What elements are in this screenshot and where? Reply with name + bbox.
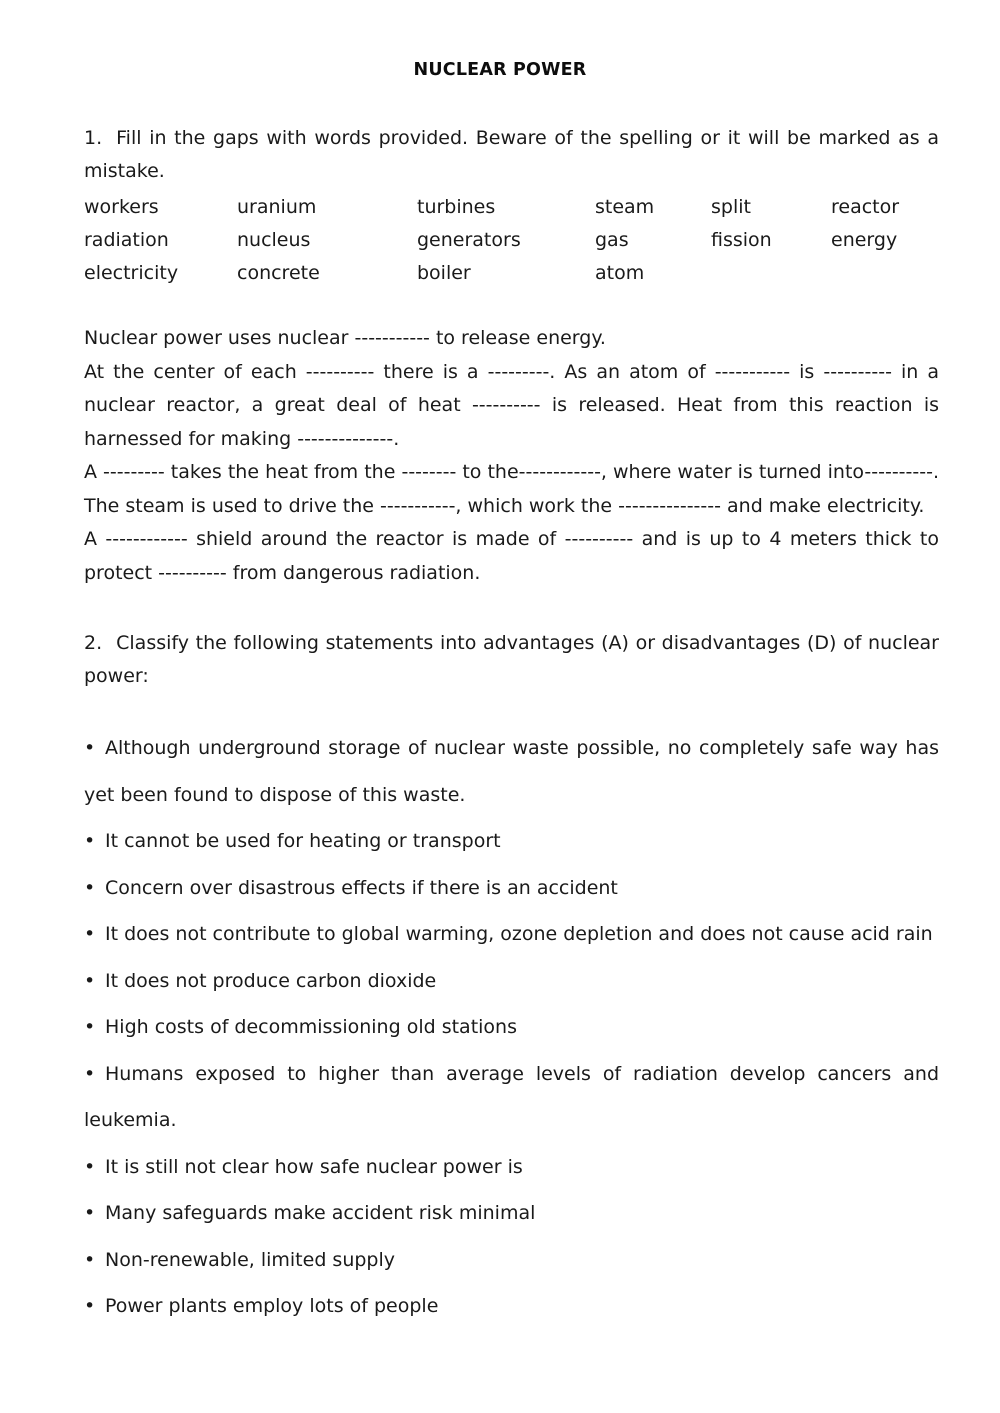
bullet-icon: • <box>84 830 96 852</box>
word-bank-row <box>84 224 939 257</box>
statement-text: It does not contribute to global warming, ozone depletion and does not cause acid rain <box>105 923 933 945</box>
word-bank-word: atom <box>595 262 645 284</box>
word-bank-word: reactor <box>831 196 900 218</box>
exercise-1-number: 1. <box>84 127 103 149</box>
word-bank-word: uranium <box>237 196 317 218</box>
word-bank-word <box>831 257 939 290</box>
word-bank-row <box>84 191 939 224</box>
word-bank-word <box>711 257 831 290</box>
word-bank-word: turbines <box>417 196 496 218</box>
list-item <box>84 1144 939 1191</box>
list-item <box>84 911 939 958</box>
document-body <box>84 122 939 1346</box>
list-item <box>84 1237 939 1284</box>
list-item <box>84 958 939 1005</box>
list-item <box>84 818 939 865</box>
word-bank-word: electricity <box>84 262 179 284</box>
word-bank-word: concrete <box>237 262 320 284</box>
exercise-2-number: 2. <box>84 632 103 654</box>
bullet-icon: • <box>84 923 96 945</box>
exercise-1-instruction-text: Fill in the gaps with words provided. Beware of the spelling or it will be marked as a mistake. <box>84 127 939 182</box>
bullet-icon: • <box>84 737 96 759</box>
bullet-icon: • <box>84 1062 96 1085</box>
gap-fill-line: A ------------ shield around the reactor is made of ---------- and is up to 4 meters thick to protect ---------- from dangerous radiation. <box>84 528 939 584</box>
statement-text: Although underground storage of nuclear waste possible, no completely safe way has yet been found to dispose of this waste. <box>84 737 939 806</box>
word-bank-word: fission <box>711 229 772 251</box>
gap-fill-passage <box>84 322 939 590</box>
bullet-icon: • <box>84 1248 96 1271</box>
word-bank-word: boiler <box>417 262 471 284</box>
bullet-icon: • <box>84 1016 96 1038</box>
list-item <box>84 725 939 818</box>
list-item <box>84 1004 939 1051</box>
word-bank-word: steam <box>595 196 655 218</box>
word-bank <box>84 191 939 290</box>
word-bank-word: nucleus <box>237 229 311 251</box>
bullet-icon: • <box>84 876 96 899</box>
list-item <box>84 1051 939 1144</box>
statement-text: It is still not clear how safe nuclear power is <box>105 1155 523 1178</box>
statement-text: Non-renewable, limited supply <box>105 1248 396 1271</box>
word-bank-word: generators <box>417 229 521 251</box>
word-bank-word: radiation <box>84 229 169 251</box>
bullet-icon: • <box>84 1202 96 1224</box>
statement-text: It does not produce carbon dioxide <box>105 969 437 992</box>
statement-text: It cannot be used for heating or transport <box>105 830 501 852</box>
list-item <box>84 865 939 912</box>
word-bank-row <box>84 257 939 290</box>
statement-text: Concern over disastrous effects if there is an accident <box>105 876 618 899</box>
gap-fill-line: Nuclear power uses nuclear ----------- to release energy. <box>84 327 606 349</box>
gap-fill-line: At the center of each ---------- there is a ---------. As an atom of ----------- is ---------- in a nuclear reactor, a great deal of heat ---------- is released. Heat from this reaction is harnessed for making --------------. <box>84 360 939 450</box>
statement-text: Many safeguards make accident risk minimal <box>105 1202 536 1224</box>
list-item <box>84 1283 939 1330</box>
gap-fill-line: A --------- takes the heat from the -------- to the------------, where water is turned into----------. The steam is used to drive the -----------, which work the --------------- and make electricity. <box>84 461 939 517</box>
statement-text: High costs of decommissioning old stations <box>105 1016 517 1038</box>
bullet-icon: • <box>84 1155 96 1178</box>
word-bank-word: split <box>711 196 751 218</box>
statement-text: Humans exposed to higher than average levels of radiation develop cancers and leukemia. <box>84 1062 939 1131</box>
list-item <box>84 1190 939 1237</box>
word-bank-word: gas <box>595 229 629 251</box>
exercise-1-instruction <box>84 122 939 188</box>
word-bank-word: energy <box>831 229 898 251</box>
bullet-icon: • <box>84 1295 96 1317</box>
statement-list <box>84 725 939 1330</box>
exercise-2-instruction-text: Classify the following statements into advantages (A) or disadvantages (D) of nuclear power: <box>84 632 939 687</box>
statement-text: Power plants employ lots of people <box>105 1295 439 1317</box>
page-title: NUCLEAR POWER <box>413 60 587 80</box>
bullet-icon: • <box>84 969 96 992</box>
exercise-2-instruction <box>84 627 939 693</box>
word-bank-word: workers <box>84 196 159 218</box>
